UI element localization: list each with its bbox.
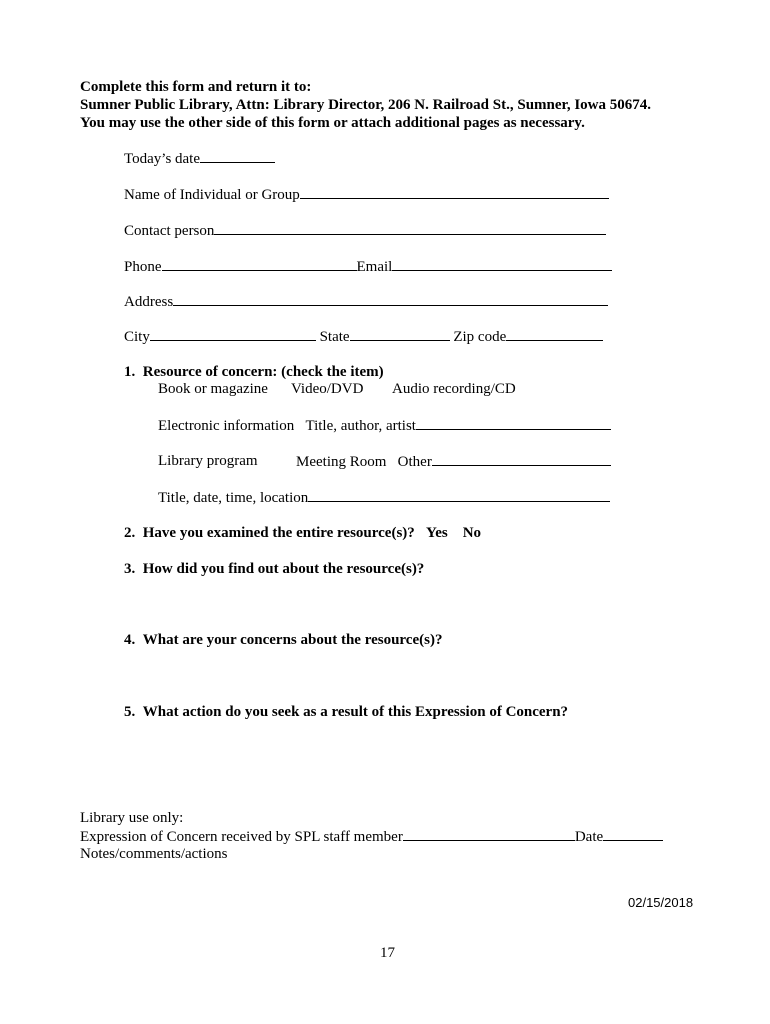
phone-email-row xyxy=(124,257,612,276)
email-field[interactable] xyxy=(392,257,612,271)
option-other[interactable]: Other xyxy=(397,454,432,470)
city-label: City xyxy=(124,329,150,345)
email-label: Email xyxy=(356,259,393,275)
address-row xyxy=(124,292,608,311)
zip-label: Zip code xyxy=(453,329,507,345)
question-5 xyxy=(124,703,568,721)
staff-member-field[interactable] xyxy=(403,827,575,841)
received-label: Expression of Concern received by SPL staff member xyxy=(80,829,403,845)
date-stamp: 02/15/2018 xyxy=(628,895,694,910)
answer-yes[interactable]: Yes xyxy=(426,525,448,541)
question-3 xyxy=(124,560,424,578)
option-meeting-room[interactable]: Meeting Room xyxy=(296,454,387,470)
option-video-dvd[interactable]: Video/DVD xyxy=(291,381,364,397)
state-field[interactable] xyxy=(350,327,450,341)
zip-field[interactable] xyxy=(506,327,603,341)
library-date-label: Date xyxy=(574,829,604,845)
question-2-number: 2. xyxy=(124,525,136,541)
title-author-label: Title, author, artist xyxy=(305,418,416,434)
question-1 xyxy=(124,363,384,381)
name-label: Name of Individual or Group xyxy=(124,187,300,203)
other-field[interactable] xyxy=(432,452,611,466)
city-field[interactable] xyxy=(150,327,316,341)
question-4-text: What are your concerns about the resource(s)? xyxy=(142,632,443,648)
library-use-heading: Library use only: xyxy=(80,810,184,826)
title-date-row xyxy=(158,488,610,507)
answer-no[interactable]: No xyxy=(462,525,482,541)
option-electronic-information[interactable]: Electronic information xyxy=(158,418,295,434)
phone-field[interactable] xyxy=(162,257,357,271)
contact-label: Contact person xyxy=(124,223,215,239)
question-1-text: Resource of concern: (check the item) xyxy=(142,364,384,380)
name-row xyxy=(124,185,609,204)
name-field[interactable] xyxy=(300,185,609,199)
header-address: Sumner Public Library, Attn: Library Director, 206 N. Railroad St., Sumner, Iowa 50674. xyxy=(80,97,651,113)
question-3-number: 3. xyxy=(124,561,136,577)
todays-date-row xyxy=(124,149,275,168)
electronic-row xyxy=(158,416,611,435)
city-state-zip-row xyxy=(124,327,603,346)
page-number: 17 xyxy=(380,945,395,961)
contact-row xyxy=(124,221,606,240)
header-instructions: You may use the other side of this form or attach additional pages as necessary. xyxy=(80,115,585,131)
meeting-room-other-row xyxy=(296,452,611,471)
question-2-text: Have you examined the entire resource(s)? xyxy=(142,525,415,541)
header-line-1: Complete this form and return it to: xyxy=(80,79,312,95)
question-2 xyxy=(124,524,481,542)
title-author-field[interactable] xyxy=(416,416,611,430)
question-5-text: What action do you seek as a result of this Expression of Concern? xyxy=(142,704,569,720)
question-4 xyxy=(124,631,442,649)
option-library-program[interactable]: Library program xyxy=(158,453,258,469)
received-row xyxy=(80,827,663,846)
todays-date-label: Today’s date xyxy=(124,151,201,167)
question-5-number: 5. xyxy=(124,704,136,720)
phone-label: Phone xyxy=(124,259,162,275)
state-label: State xyxy=(319,329,350,345)
address-label: Address xyxy=(124,294,174,310)
question-1-number: 1. xyxy=(124,364,136,380)
question-3-text: How did you find out about the resource(s)? xyxy=(142,561,425,577)
address-field[interactable] xyxy=(173,292,608,306)
notes-label: Notes/comments/actions xyxy=(80,846,228,862)
option-book-magazine[interactable]: Book or magazine xyxy=(158,381,268,397)
title-date-field[interactable] xyxy=(308,488,610,502)
option-audio-recording[interactable]: Audio recording/CD xyxy=(392,381,516,397)
todays-date-field[interactable] xyxy=(200,149,275,163)
title-date-label: Title, date, time, location xyxy=(158,490,309,506)
library-date-field[interactable] xyxy=(603,827,663,841)
contact-field[interactable] xyxy=(214,221,606,235)
question-4-number: 4. xyxy=(124,632,136,648)
